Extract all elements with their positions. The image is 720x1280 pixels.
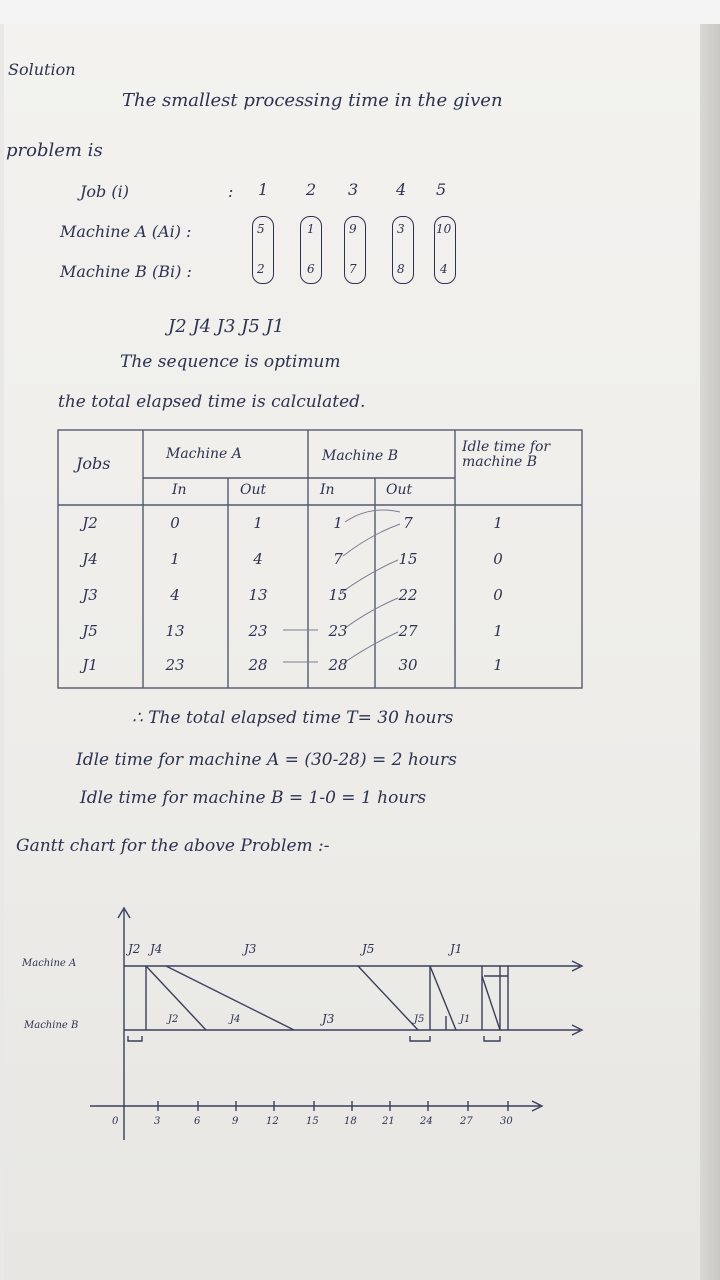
cell-a-in: 1 xyxy=(170,550,180,568)
cell-b-out: 7 xyxy=(403,514,413,532)
machine-a-value: 5 xyxy=(257,222,265,236)
axis-tick-label: 6 xyxy=(194,1116,201,1127)
sub-header-b-in: In xyxy=(320,482,335,498)
cell-idle: 1 xyxy=(493,622,503,640)
elapsed-note: the total elapsed time is calculated. xyxy=(58,392,366,412)
total-elapsed-time: ∴ The total elapsed time T= 30 hours xyxy=(132,708,454,728)
cell-job: J1 xyxy=(82,656,98,674)
sub-header-b-out: Out xyxy=(386,482,413,498)
machine-b-value: 4 xyxy=(440,262,448,276)
gantt-b-job: J2 xyxy=(168,1014,179,1025)
optimal-sequence: J2 J4 J3 J5 J1 xyxy=(168,316,285,337)
axis-tick-label: 3 xyxy=(154,1116,161,1127)
sub-header-a-in: In xyxy=(172,482,187,498)
cell-a-out: 23 xyxy=(248,622,268,640)
job-value: 1 xyxy=(258,180,269,199)
cell-b-in: 15 xyxy=(328,586,348,604)
cell-b-out: 15 xyxy=(398,550,418,568)
cell-a-out: 1 xyxy=(253,514,263,532)
cell-a-in: 13 xyxy=(165,622,185,640)
machine-b-value: 7 xyxy=(349,262,357,276)
machine-a-value: 10 xyxy=(436,222,452,236)
machine-b-value: 6 xyxy=(307,262,315,276)
cell-job: J5 xyxy=(82,622,98,640)
header-machine-b: Machine B xyxy=(322,448,399,464)
job-row-colon: : xyxy=(228,182,234,201)
job-value: 5 xyxy=(436,180,447,199)
axis-tick-label: 30 xyxy=(500,1116,513,1127)
cell-b-in: 7 xyxy=(333,550,343,568)
cell-idle: 1 xyxy=(493,514,503,532)
gantt-b-job: J3 xyxy=(322,1012,335,1026)
cell-idle: 1 xyxy=(493,656,503,674)
gantt-a-job: J3 xyxy=(244,942,257,956)
cell-a-in: 0 xyxy=(170,514,180,532)
intro-line-1: The smallest processing time in the given xyxy=(122,90,503,111)
gantt-b-job: J4 xyxy=(230,1014,241,1025)
cell-b-out: 22 xyxy=(398,586,418,604)
cell-a-in: 23 xyxy=(165,656,185,674)
machine-a-value: 3 xyxy=(397,222,405,236)
cell-a-out: 4 xyxy=(253,550,263,568)
cell-a-out: 28 xyxy=(248,656,268,674)
machine-b-value: 2 xyxy=(257,262,265,276)
gantt-a-job: J5 xyxy=(362,942,375,956)
cell-b-out: 30 xyxy=(398,656,418,674)
gantt-machine-a-label: Machine A xyxy=(22,958,77,969)
machine-a-value: 9 xyxy=(349,222,357,236)
gantt-machine-b-label: Machine B xyxy=(24,1020,79,1031)
idle-time-machine-b: Idle time for machine B = 1-0 = 1 hours xyxy=(80,788,427,808)
cell-a-in: 4 xyxy=(170,586,180,604)
header-jobs: Jobs xyxy=(76,454,111,473)
optimum-note: The sequence is optimum xyxy=(120,352,341,372)
axis-tick-label: 15 xyxy=(306,1116,319,1127)
machine-b-value: 8 xyxy=(397,262,405,276)
cell-idle: 0 xyxy=(493,586,503,604)
axis-tick-label: 0 xyxy=(112,1116,119,1127)
axis-tick-label: 9 xyxy=(232,1116,239,1127)
cell-b-in: 1 xyxy=(333,514,343,532)
gantt-a-job: J2 xyxy=(128,942,141,956)
cell-b-out: 27 xyxy=(398,622,418,640)
cell-b-in: 23 xyxy=(328,622,348,640)
axis-tick-label: 12 xyxy=(266,1116,279,1127)
cell-job: J3 xyxy=(82,586,98,604)
cell-idle: 0 xyxy=(493,550,503,568)
axis-tick-label: 21 xyxy=(382,1116,395,1127)
cell-a-out: 13 xyxy=(248,586,268,604)
idle-time-machine-a: Idle time for machine A = (30-28) = 2 hours xyxy=(76,750,457,770)
job-value: 4 xyxy=(396,180,407,199)
cell-b-in: 28 xyxy=(328,656,348,674)
job-value: 3 xyxy=(348,180,359,199)
gantt-title: Gantt chart for the above Problem :- xyxy=(16,836,330,856)
cell-job: J4 xyxy=(82,550,98,568)
job-value: 2 xyxy=(306,180,317,199)
solution-title: Solution xyxy=(8,60,76,79)
job-row-label: Job (i) xyxy=(80,182,129,201)
cell-job: J2 xyxy=(82,514,98,532)
gantt-a-job: J4 xyxy=(150,942,163,956)
gantt-b-job: J5 xyxy=(414,1014,425,1025)
axis-tick-label: 27 xyxy=(460,1116,473,1127)
machine-a-value: 1 xyxy=(307,222,315,236)
axis-tick-label: 24 xyxy=(420,1116,433,1127)
header-idle: Idle time for machine B xyxy=(462,439,551,470)
sub-header-a-out: Out xyxy=(240,482,267,498)
machine-b-label: Machine B (Bi) : xyxy=(60,262,192,281)
gantt-b-job: J1 xyxy=(460,1014,471,1025)
machine-a-label: Machine A (Ai) : xyxy=(60,222,192,241)
header-machine-a: Machine A xyxy=(166,446,242,462)
gantt-a-job: J1 xyxy=(450,942,463,956)
axis-tick-label: 18 xyxy=(344,1116,357,1127)
intro-line-2: problem is xyxy=(6,140,103,161)
